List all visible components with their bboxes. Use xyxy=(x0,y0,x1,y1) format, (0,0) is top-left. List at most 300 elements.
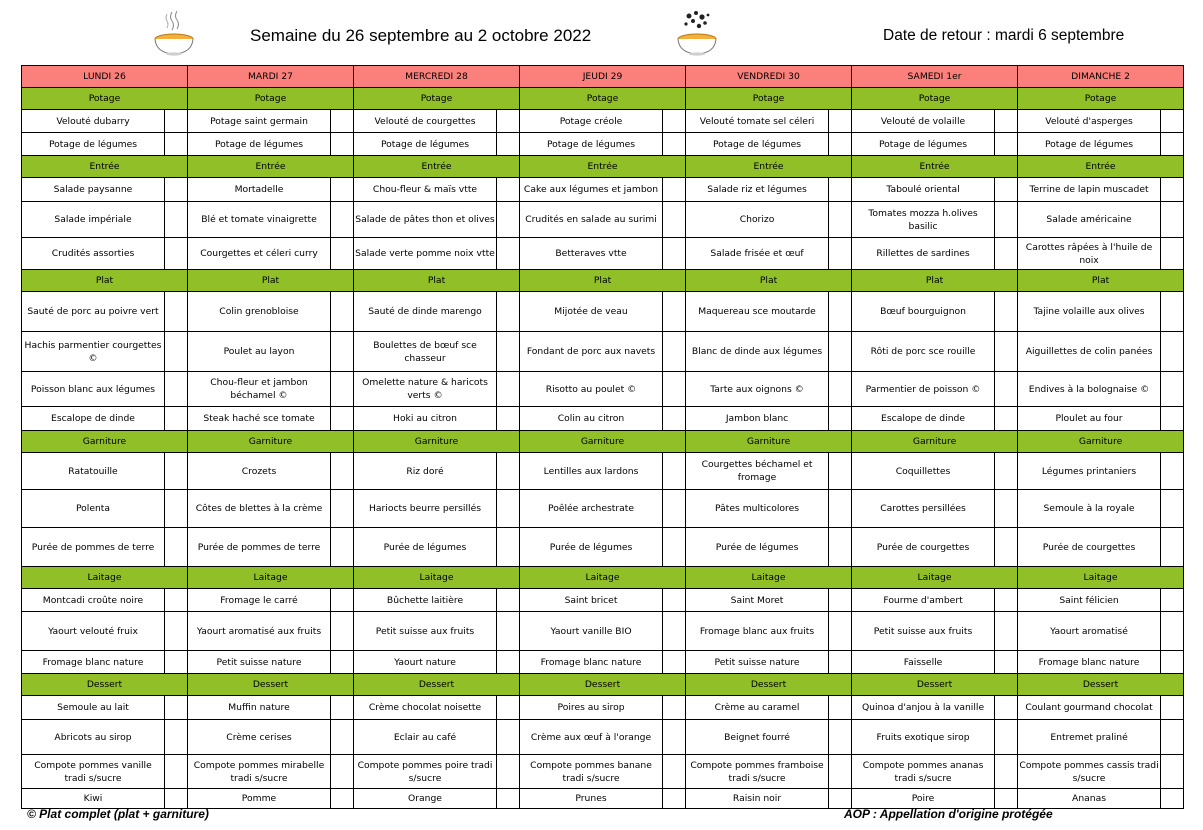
selection-box[interactable] xyxy=(663,110,686,133)
category-label: Potage xyxy=(686,88,852,110)
dish-cell: Poire xyxy=(852,789,995,809)
selection-box[interactable] xyxy=(663,332,686,372)
dish-cell: Cake aux légumes et jambon xyxy=(520,178,663,202)
dish-cell: Polenta xyxy=(22,490,165,528)
dish-cell: Compote pommes ananas tradi s/sucre xyxy=(852,755,995,789)
dish-cell: Fromage blanc nature xyxy=(520,651,663,674)
dish-cell: Yaourt aromatisé xyxy=(1018,612,1161,651)
category-label: Potage xyxy=(852,88,1018,110)
selection-box[interactable] xyxy=(165,789,188,809)
dish-cell: Compote pommes banane tradi s/sucre xyxy=(520,755,663,789)
dish-cell: Potage créole xyxy=(520,110,663,133)
dish-cell: Petit suisse aux fruits xyxy=(852,612,995,651)
selection-box[interactable] xyxy=(829,178,852,202)
selection-box[interactable] xyxy=(165,528,188,567)
dish-cell: Kiwi xyxy=(22,789,165,809)
dish-cell: Purée de pommes de terre xyxy=(188,528,331,567)
selection-box[interactable] xyxy=(829,332,852,372)
selection-box[interactable] xyxy=(995,133,1018,156)
selection-box[interactable] xyxy=(1161,651,1184,674)
dish-cell: Semoule au lait xyxy=(22,696,165,720)
selection-box[interactable] xyxy=(829,133,852,156)
selection-box[interactable] xyxy=(165,178,188,202)
selection-box[interactable] xyxy=(497,651,520,674)
selection-box[interactable] xyxy=(331,202,354,238)
dish-cell: Ratatouille xyxy=(22,453,165,490)
category-label: Garniture xyxy=(852,431,1018,453)
selection-box[interactable] xyxy=(829,612,852,651)
dish-cell: Hariocts beurre persillés xyxy=(354,490,497,528)
dish-cell: Courgettes et céleri curry xyxy=(188,238,331,270)
category-row xyxy=(22,674,1184,696)
menu-row xyxy=(22,372,1184,407)
selection-box[interactable] xyxy=(331,133,354,156)
category-label: Dessert xyxy=(1018,674,1184,696)
dish-cell: Petit suisse aux fruits xyxy=(354,612,497,651)
selection-box[interactable] xyxy=(1161,453,1184,490)
selection-box[interactable] xyxy=(331,490,354,528)
dish-cell: Mortadelle xyxy=(188,178,331,202)
dish-cell: Compote pommes mirabelle tradi s/sucre xyxy=(188,755,331,789)
dish-cell: Potage de légumes xyxy=(22,133,165,156)
dish-cell: Montcadi croûte noire xyxy=(22,589,165,612)
selection-box[interactable] xyxy=(497,178,520,202)
menu-row xyxy=(22,528,1184,567)
dish-cell: Maquereau sce moutarde xyxy=(686,292,829,332)
selection-box[interactable] xyxy=(1161,332,1184,372)
dish-cell: Potage saint germain xyxy=(188,110,331,133)
selection-box[interactable] xyxy=(995,332,1018,372)
category-label: Garniture xyxy=(1018,431,1184,453)
selection-box[interactable] xyxy=(829,720,852,755)
menu-row xyxy=(22,238,1184,270)
selection-box[interactable] xyxy=(995,238,1018,270)
selection-box[interactable] xyxy=(1161,407,1184,431)
category-label: Potage xyxy=(520,88,686,110)
category-label: Entrée xyxy=(22,156,188,178)
category-label: Dessert xyxy=(22,674,188,696)
category-label: Potage xyxy=(354,88,520,110)
weekly-menu-table xyxy=(21,65,1184,809)
selection-box[interactable] xyxy=(165,589,188,612)
selection-box[interactable] xyxy=(331,332,354,372)
day-header-row xyxy=(22,66,1184,88)
category-label: Plat xyxy=(852,270,1018,292)
dish-cell: Yaourt nature xyxy=(354,651,497,674)
dish-cell: Prunes xyxy=(520,789,663,809)
selection-box[interactable] xyxy=(165,407,188,431)
dish-cell: Salade américaine xyxy=(1018,202,1161,238)
selection-box[interactable] xyxy=(663,372,686,407)
selection-box[interactable] xyxy=(1161,490,1184,528)
selection-box[interactable] xyxy=(829,238,852,270)
selection-box[interactable] xyxy=(165,372,188,407)
dish-cell: Chou-fleur et jambon béchamel © xyxy=(188,372,331,407)
selection-box[interactable] xyxy=(1161,202,1184,238)
selection-box[interactable] xyxy=(165,332,188,372)
selection-box[interactable] xyxy=(1161,789,1184,809)
footer-note-complete-dish: © Plat complet (plat + garniture) xyxy=(27,807,209,821)
dish-cell: Pâtes multicolores xyxy=(686,490,829,528)
selection-box[interactable] xyxy=(165,133,188,156)
dish-cell: Purée de légumes xyxy=(686,528,829,567)
selection-box[interactable] xyxy=(829,110,852,133)
selection-box[interactable] xyxy=(331,178,354,202)
menu-row xyxy=(22,490,1184,528)
selection-box[interactable] xyxy=(663,407,686,431)
dish-cell: Fromage le carré xyxy=(188,589,331,612)
selection-box[interactable] xyxy=(1161,589,1184,612)
dish-cell: Risotto au poulet © xyxy=(520,372,663,407)
category-label: Potage xyxy=(1018,88,1184,110)
dish-cell: Poulet au layon xyxy=(188,332,331,372)
selection-box[interactable] xyxy=(165,453,188,490)
menu-row xyxy=(22,178,1184,202)
category-label: Entrée xyxy=(188,156,354,178)
category-label: Dessert xyxy=(188,674,354,696)
category-label: Garniture xyxy=(22,431,188,453)
dish-cell: Crudités assorties xyxy=(22,238,165,270)
selection-box[interactable] xyxy=(331,292,354,332)
selection-box[interactable] xyxy=(331,612,354,651)
dish-cell: Muffin nature xyxy=(188,696,331,720)
category-label: Dessert xyxy=(354,674,520,696)
dish-cell: Potage de légumes xyxy=(354,133,497,156)
selection-box[interactable] xyxy=(331,589,354,612)
selection-box[interactable] xyxy=(663,178,686,202)
dish-cell: Ploulet au four xyxy=(1018,407,1161,431)
category-label: Garniture xyxy=(354,431,520,453)
category-label: Dessert xyxy=(852,674,1018,696)
selection-box[interactable] xyxy=(663,789,686,809)
day-header: LUNDI 26 xyxy=(22,66,188,88)
dish-cell: Fruits exotique sirop xyxy=(852,720,995,755)
selection-box[interactable] xyxy=(995,490,1018,528)
soup-bowl-icon xyxy=(675,8,719,56)
dish-cell: Bûchette laitière xyxy=(354,589,497,612)
selection-box[interactable] xyxy=(331,372,354,407)
dish-cell: Entremet praliné xyxy=(1018,720,1161,755)
dish-cell: Poisson blanc aux légumes xyxy=(22,372,165,407)
category-row xyxy=(22,270,1184,292)
menu-row xyxy=(22,133,1184,156)
dish-cell: Courgettes béchamel et fromage xyxy=(686,453,829,490)
return-date: Date de retour : mardi 6 septembre xyxy=(883,27,1125,44)
selection-box[interactable] xyxy=(663,755,686,789)
dish-cell: Hoki au citron xyxy=(354,407,497,431)
dish-cell: Colin au citron xyxy=(520,407,663,431)
menu-row xyxy=(22,789,1184,809)
dish-cell: Aiguillettes de colin panées xyxy=(1018,332,1161,372)
selection-box[interactable] xyxy=(995,755,1018,789)
selection-box[interactable] xyxy=(497,589,520,612)
dish-cell: Compote pommes cassis tradi s/sucre xyxy=(1018,755,1161,789)
selection-box[interactable] xyxy=(331,696,354,720)
dish-cell: Escalope de dinde xyxy=(852,407,995,431)
day-header: VENDREDI 30 xyxy=(686,66,852,88)
selection-box[interactable] xyxy=(165,202,188,238)
selection-box[interactable] xyxy=(165,651,188,674)
selection-box[interactable] xyxy=(497,720,520,755)
category-label: Laitage xyxy=(22,567,188,589)
dish-cell: Taboulé oriental xyxy=(852,178,995,202)
dish-cell: Tarte aux oignons © xyxy=(686,372,829,407)
selection-box[interactable] xyxy=(663,589,686,612)
selection-box[interactable] xyxy=(829,651,852,674)
dish-cell: Riz doré xyxy=(354,453,497,490)
dish-cell: Purée de légumes xyxy=(520,528,663,567)
selection-box[interactable] xyxy=(497,453,520,490)
dish-cell: Crudités en salade au surimi xyxy=(520,202,663,238)
selection-box[interactable] xyxy=(829,372,852,407)
dish-cell: Fromage blanc aux fruits xyxy=(686,612,829,651)
dish-cell: Omelette nature & haricots verts © xyxy=(354,372,497,407)
selection-box[interactable] xyxy=(497,755,520,789)
week-title: Semaine du 26 septembre au 2 octobre 2022 xyxy=(250,26,592,45)
selection-box[interactable] xyxy=(1161,372,1184,407)
selection-box[interactable] xyxy=(829,292,852,332)
selection-box[interactable] xyxy=(165,110,188,133)
selection-box[interactable] xyxy=(995,528,1018,567)
category-label: Entrée xyxy=(354,156,520,178)
selection-box[interactable] xyxy=(497,490,520,528)
selection-box[interactable] xyxy=(331,528,354,567)
category-label: Dessert xyxy=(686,674,852,696)
menu-row xyxy=(22,110,1184,133)
dish-cell: Fromage blanc nature xyxy=(1018,651,1161,674)
dish-cell: Raisin noir xyxy=(686,789,829,809)
selection-box[interactable] xyxy=(497,332,520,372)
selection-box[interactable] xyxy=(497,407,520,431)
category-label: Garniture xyxy=(188,431,354,453)
selection-box[interactable] xyxy=(663,292,686,332)
dish-cell: Blanc de dinde aux légumes xyxy=(686,332,829,372)
category-row xyxy=(22,88,1184,110)
selection-box[interactable] xyxy=(995,696,1018,720)
dish-cell: Faisselle xyxy=(852,651,995,674)
soup-bowl-icon xyxy=(152,8,196,56)
dish-cell: Parmentier de poisson © xyxy=(852,372,995,407)
selection-box[interactable] xyxy=(1161,292,1184,332)
selection-box[interactable] xyxy=(497,238,520,270)
selection-box[interactable] xyxy=(663,720,686,755)
selection-box[interactable] xyxy=(497,292,520,332)
menu-row xyxy=(22,651,1184,674)
selection-box[interactable] xyxy=(995,589,1018,612)
menu-row xyxy=(22,696,1184,720)
dish-cell: Semoule à la royale xyxy=(1018,490,1161,528)
selection-box[interactable] xyxy=(165,490,188,528)
dish-cell: Salade paysanne xyxy=(22,178,165,202)
dish-cell: Compote pommes poire tradi s/sucre xyxy=(354,755,497,789)
selection-box[interactable] xyxy=(1161,612,1184,651)
selection-box[interactable] xyxy=(497,202,520,238)
dish-cell: Coulant gourmand chocolat xyxy=(1018,696,1161,720)
selection-box[interactable] xyxy=(663,453,686,490)
selection-box[interactable] xyxy=(829,528,852,567)
dish-cell: Purée de courgettes xyxy=(1018,528,1161,567)
selection-box[interactable] xyxy=(497,696,520,720)
category-label: Plat xyxy=(188,270,354,292)
selection-box[interactable] xyxy=(165,238,188,270)
selection-box[interactable] xyxy=(995,789,1018,809)
category-label: Plat xyxy=(520,270,686,292)
selection-box[interactable] xyxy=(1161,238,1184,270)
dish-cell: Steak haché sce tomate xyxy=(188,407,331,431)
dish-cell: Velouté dubarry xyxy=(22,110,165,133)
menu-row xyxy=(22,589,1184,612)
dish-cell: Orange xyxy=(354,789,497,809)
selection-box[interactable] xyxy=(331,407,354,431)
dish-cell: Fromage blanc nature xyxy=(22,651,165,674)
selection-box[interactable] xyxy=(829,453,852,490)
category-label: Plat xyxy=(686,270,852,292)
selection-box[interactable] xyxy=(331,720,354,755)
dish-cell: Hachis parmentier courgettes © xyxy=(22,332,165,372)
selection-box[interactable] xyxy=(331,651,354,674)
dish-cell: Potage de légumes xyxy=(520,133,663,156)
selection-box[interactable] xyxy=(331,238,354,270)
dish-cell: Chou-fleur & maïs vtte xyxy=(354,178,497,202)
dish-cell: Tajine volaille aux olives xyxy=(1018,292,1161,332)
selection-box[interactable] xyxy=(1161,696,1184,720)
selection-box[interactable] xyxy=(165,755,188,789)
selection-box[interactable] xyxy=(995,720,1018,755)
menu-row xyxy=(22,292,1184,332)
dish-cell: Poires au sirop xyxy=(520,696,663,720)
menu-row xyxy=(22,332,1184,372)
day-header: SAMEDI 1er xyxy=(852,66,1018,88)
selection-box[interactable] xyxy=(165,720,188,755)
selection-box[interactable] xyxy=(663,612,686,651)
selection-box[interactable] xyxy=(663,490,686,528)
selection-box[interactable] xyxy=(1161,110,1184,133)
dish-cell: Potage de légumes xyxy=(188,133,331,156)
menu-row xyxy=(22,202,1184,238)
selection-box[interactable] xyxy=(331,453,354,490)
selection-box[interactable] xyxy=(663,696,686,720)
selection-box[interactable] xyxy=(829,589,852,612)
selection-box[interactable] xyxy=(829,490,852,528)
dish-cell: Potage de légumes xyxy=(686,133,829,156)
dish-cell: Escalope de dinde xyxy=(22,407,165,431)
dish-cell: Fondant de porc aux navets xyxy=(520,332,663,372)
dish-cell: Crème aux œuf à l'orange xyxy=(520,720,663,755)
selection-box[interactable] xyxy=(829,789,852,809)
selection-box[interactable] xyxy=(1161,133,1184,156)
selection-box[interactable] xyxy=(995,292,1018,332)
selection-box[interactable] xyxy=(995,407,1018,431)
selection-box[interactable] xyxy=(995,453,1018,490)
dish-cell: Velouté de volaille xyxy=(852,110,995,133)
dish-cell: Salade de pâtes thon et olives xyxy=(354,202,497,238)
selection-box[interactable] xyxy=(663,202,686,238)
selection-box[interactable] xyxy=(1161,528,1184,567)
selection-box[interactable] xyxy=(165,612,188,651)
selection-box[interactable] xyxy=(995,202,1018,238)
dish-cell: Fourme d'ambert xyxy=(852,589,995,612)
dish-cell: Compote pommes framboise tradi s/sucre xyxy=(686,755,829,789)
selection-box[interactable] xyxy=(663,238,686,270)
menu-row xyxy=(22,453,1184,490)
selection-box[interactable] xyxy=(1161,720,1184,755)
dish-cell: Saint félicien xyxy=(1018,589,1161,612)
category-label: Garniture xyxy=(520,431,686,453)
selection-box[interactable] xyxy=(497,372,520,407)
dish-cell: Poêlée archestrate xyxy=(520,490,663,528)
dish-cell: Compote pommes vanille tradi s/sucre xyxy=(22,755,165,789)
dish-cell: Saint bricet xyxy=(520,589,663,612)
selection-box[interactable] xyxy=(497,133,520,156)
category-label: Entrée xyxy=(686,156,852,178)
dish-cell: Crozets xyxy=(188,453,331,490)
selection-box[interactable] xyxy=(995,651,1018,674)
footer-note-aop: AOP : Appellation d'origine protégée xyxy=(844,807,1053,821)
dish-cell: Coquillettes xyxy=(852,453,995,490)
selection-box[interactable] xyxy=(995,110,1018,133)
category-label: Laitage xyxy=(354,567,520,589)
selection-box[interactable] xyxy=(829,755,852,789)
menu-row xyxy=(22,720,1184,755)
dish-cell: Ananas xyxy=(1018,789,1161,809)
selection-box[interactable] xyxy=(829,202,852,238)
selection-box[interactable] xyxy=(165,696,188,720)
selection-box[interactable] xyxy=(497,789,520,809)
selection-box[interactable] xyxy=(663,651,686,674)
dish-cell: Saint Moret xyxy=(686,589,829,612)
selection-box[interactable] xyxy=(331,110,354,133)
selection-box[interactable] xyxy=(995,178,1018,202)
dish-cell: Yaourt aromatisé aux fruits xyxy=(188,612,331,651)
category-label: Entrée xyxy=(852,156,1018,178)
dish-cell: Terrine de lapin muscadet xyxy=(1018,178,1161,202)
selection-box[interactable] xyxy=(497,528,520,567)
selection-box[interactable] xyxy=(331,789,354,809)
selection-box[interactable] xyxy=(1161,755,1184,789)
category-label: Entrée xyxy=(520,156,686,178)
dish-cell: Purée de pommes de terre xyxy=(22,528,165,567)
selection-box[interactable] xyxy=(995,372,1018,407)
menu-row xyxy=(22,755,1184,789)
selection-box[interactable] xyxy=(165,292,188,332)
category-label: Laitage xyxy=(1018,567,1184,589)
dish-cell: Blé et tomate vinaigrette xyxy=(188,202,331,238)
selection-box[interactable] xyxy=(663,528,686,567)
selection-box[interactable] xyxy=(497,110,520,133)
dish-cell: Petit suisse nature xyxy=(686,651,829,674)
dish-cell: Yaourt vanille BIO xyxy=(520,612,663,651)
dish-cell: Yaourt velouté fruix xyxy=(22,612,165,651)
dish-cell: Lentilles aux lardons xyxy=(520,453,663,490)
dish-cell: Crème au caramel xyxy=(686,696,829,720)
dish-cell: Jambon blanc xyxy=(686,407,829,431)
dish-cell: Crème cerises xyxy=(188,720,331,755)
category-label: Plat xyxy=(354,270,520,292)
selection-box[interactable] xyxy=(829,407,852,431)
dish-cell: Purée de courgettes xyxy=(852,528,995,567)
dish-cell: Tomates mozza h.olives basilic xyxy=(852,202,995,238)
selection-box[interactable] xyxy=(995,612,1018,651)
selection-box[interactable] xyxy=(497,612,520,651)
dish-cell: Eclair au café xyxy=(354,720,497,755)
selection-box[interactable] xyxy=(663,133,686,156)
selection-box[interactable] xyxy=(829,696,852,720)
selection-box[interactable] xyxy=(1161,178,1184,202)
page-header xyxy=(0,0,1203,64)
dish-cell: Velouté d'asperges xyxy=(1018,110,1161,133)
selection-box[interactable] xyxy=(331,755,354,789)
dish-cell: Colin grenobloise xyxy=(188,292,331,332)
